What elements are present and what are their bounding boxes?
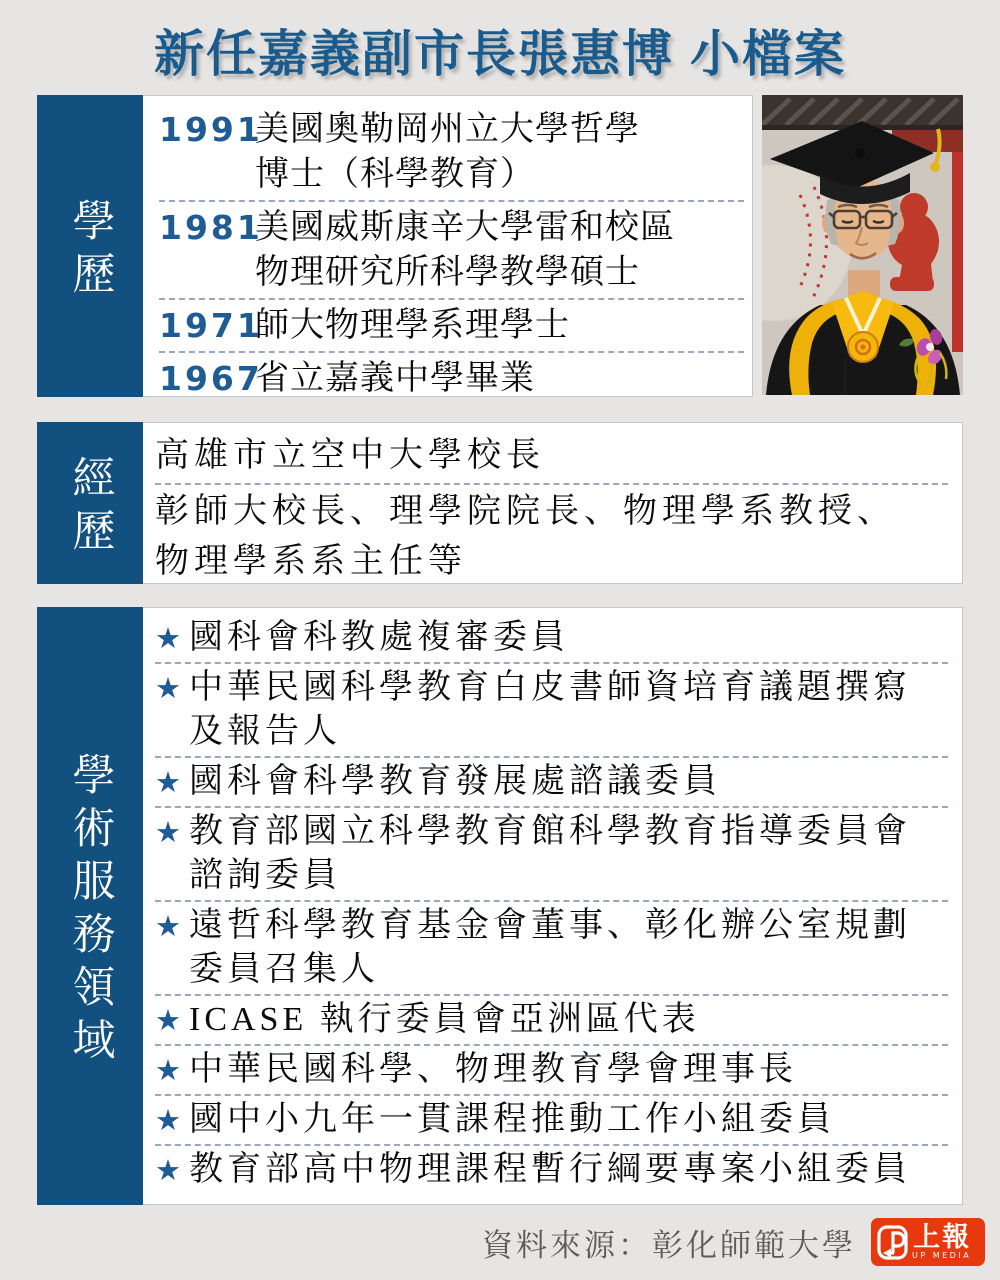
education-text: 美國奧勒岡州立大學哲學 博士（科學教育） (255, 111, 640, 193)
academic-text: 中華民國科學、物理教育學會理事長 (189, 1051, 797, 1088)
star-bullet-icon: ★ (155, 1103, 181, 1137)
star-bullet-icon: ★ (155, 815, 181, 849)
academic-text: 遠哲科學教育基金會董事、彰化辦公室規劃 委員召集人 (189, 907, 911, 988)
upmedia-logo-subtitle: UP MEDIA (912, 1251, 972, 1260)
star-bullet-icon: ★ (155, 1153, 181, 1187)
section-education (37, 95, 963, 397)
experience-text: 彰師大校長、理學院院長、物理學系教授、 物理學系系主任等 (155, 493, 896, 580)
star-bullet-icon: ★ (155, 671, 181, 705)
academic-text: 中華民國科學教育白皮書師資培育議題撰寫 及報告人 (189, 669, 911, 750)
graduation-portrait-illustration (762, 95, 963, 395)
academic-label-column (37, 607, 143, 1205)
academic-item (155, 996, 948, 1046)
academic-label: 學術服務領域 (66, 752, 114, 1070)
education-item (159, 104, 744, 202)
star-bullet-icon: ★ (155, 1003, 181, 1037)
upmedia-logo (871, 1218, 985, 1266)
education-item (159, 353, 744, 404)
education-year: 1981 (159, 208, 263, 247)
star-bullet-icon: ★ (155, 765, 181, 799)
upmedia-logo-text-block (912, 1224, 971, 1260)
education-year: 1967 (159, 359, 263, 398)
experience-item (155, 429, 948, 485)
academic-text: 國科會科學教育發展處諮議委員 (189, 763, 721, 800)
section-academic-service (37, 607, 963, 1205)
education-label-column (37, 95, 143, 397)
education-text: 省立嘉義中學畢業 (255, 360, 535, 397)
experience-label-column (37, 422, 143, 584)
academic-item (155, 902, 948, 996)
academic-text: 教育部高中物理課程暫行綱要專案小組委員 (189, 1151, 911, 1188)
upmedia-logo-icon (877, 1224, 909, 1261)
education-text: 美國威斯康辛大學雷和校區 物理研究所科學教學碩士 (255, 209, 675, 291)
academic-item (155, 664, 948, 758)
education-list (143, 95, 753, 397)
education-item (159, 202, 744, 300)
experience-item (155, 485, 948, 589)
academic-item (155, 1046, 948, 1096)
education-text: 師大物理學系理學士 (255, 307, 570, 344)
experience-label: 經歷 (66, 455, 114, 561)
source-credit: 資料來源：彰化師範大學 (482, 1227, 856, 1263)
experience-text: 高雄市立空中大學校長 (155, 437, 545, 474)
education-year: 1991 (159, 110, 263, 149)
academic-item (155, 1146, 948, 1194)
academic-text: 國中小九年一貫課程推動工作小組委員 (189, 1101, 835, 1138)
star-bullet-icon: ★ (155, 1053, 181, 1087)
academic-text: 教育部國立科學教育館科學教育指導委員會 諮詢委員 (189, 813, 911, 894)
academic-text: 國科會科教處複審委員 (189, 619, 569, 656)
star-bullet-icon: ★ (155, 621, 181, 655)
academic-text: ICASE 執行委員會亞洲區代表 (189, 1001, 700, 1038)
section-experience (37, 422, 963, 584)
academic-item (155, 808, 948, 902)
experience-list (143, 422, 963, 584)
footer (482, 1218, 985, 1266)
portrait-photo (762, 95, 963, 395)
upmedia-logo-title: 上報 (913, 1222, 972, 1252)
academic-list (143, 607, 963, 1205)
academic-item (155, 614, 948, 664)
education-item (159, 300, 744, 353)
academic-item (155, 758, 948, 808)
education-label: 學歷 (66, 198, 114, 304)
education-year: 1971 (159, 306, 263, 345)
academic-item (155, 1096, 948, 1146)
page-title: 新任嘉義副市長張惠博 小檔案 (154, 26, 846, 82)
star-bullet-icon: ★ (155, 909, 181, 943)
